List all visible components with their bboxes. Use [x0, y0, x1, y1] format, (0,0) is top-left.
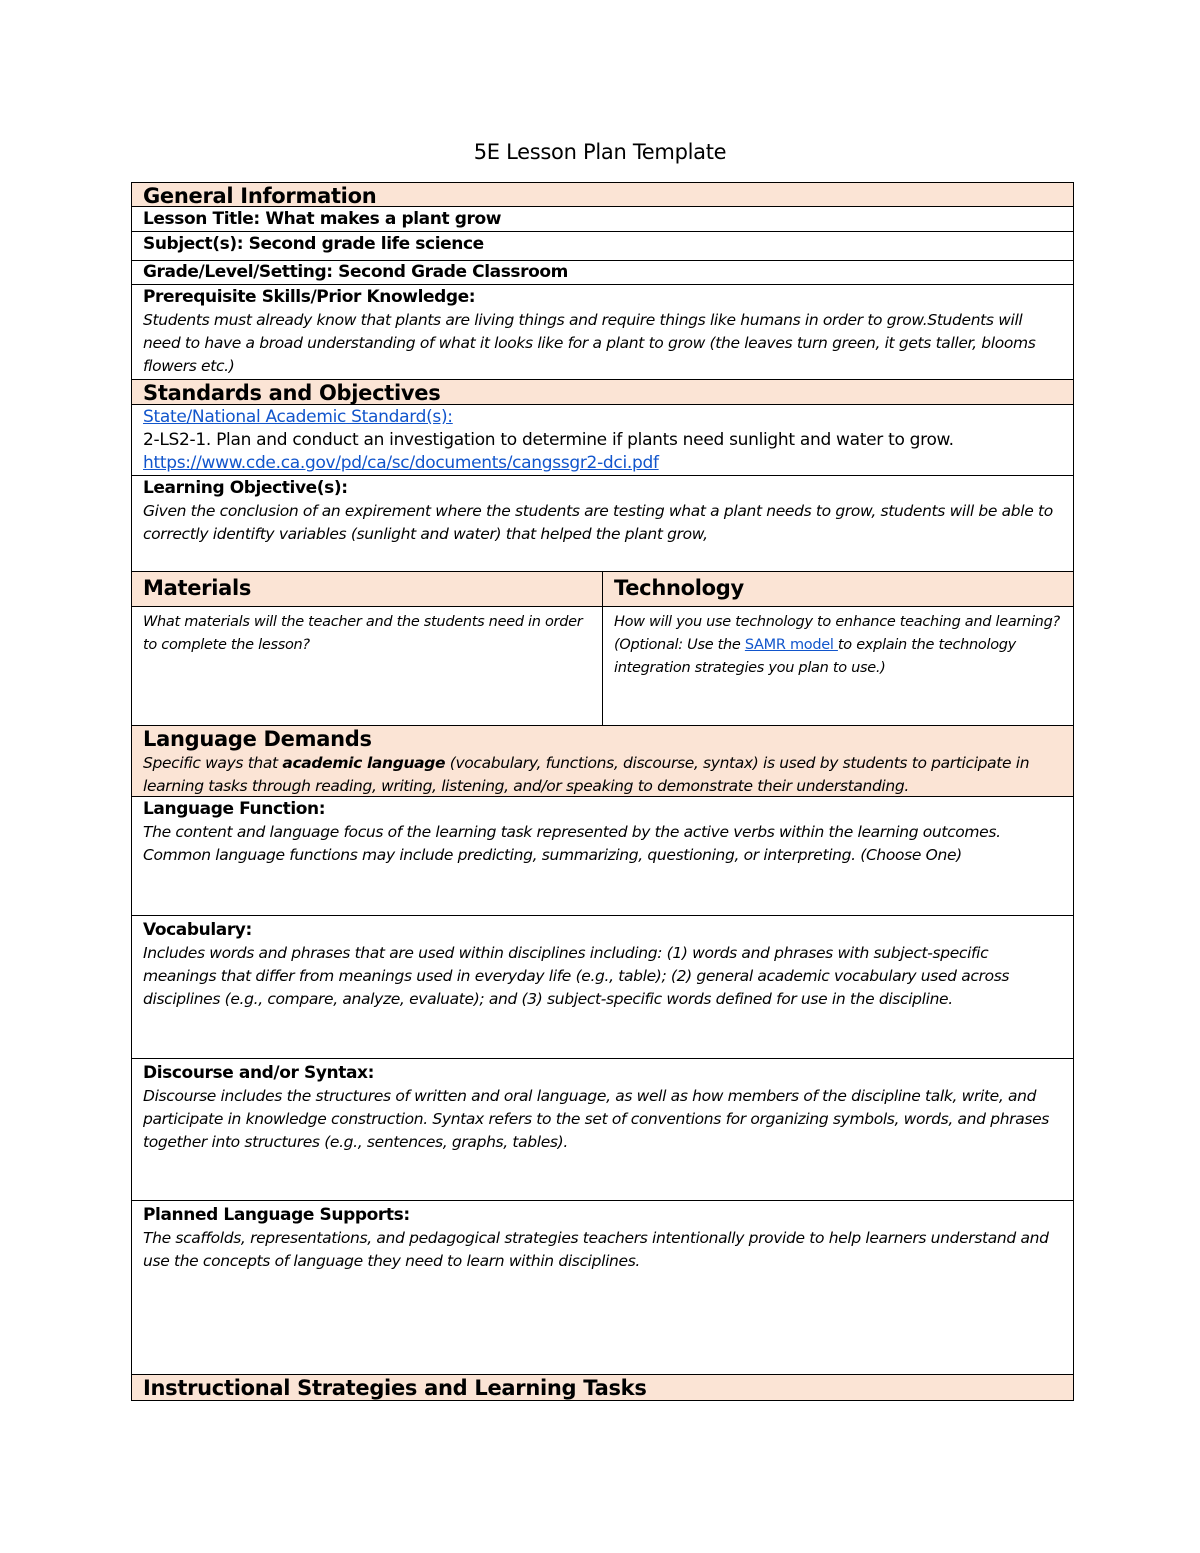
language-intro-after: (vocabulary, functions, discourse, syntax) is used by students to participate in learning tasks through reading, writing, listening, and/or speaking to demonstrate their understanding. [143, 754, 1030, 795]
grade-row [131, 261, 1074, 285]
technology-title: Technology [614, 576, 744, 600]
vocabulary-text: Includes words and phrases that are used within disciplines including: (1) words and phrases with subject-specific meanings that differ from meanings used in everyday life (e.g., table); (2) general academic vocabulary used across disciplines (e.g., compare, analyze, evaluate); and (3) subject-specific words defined for use in the discipline. [143, 944, 1010, 1008]
technology-text [614, 611, 1062, 680]
standard-url-link[interactable]: https://www.cde.ca.gov/pd/ca/sc/documents/cangssgr2-dci.pdf [143, 453, 659, 473]
technology-text-after: to explain the technology integration strategies you plan to use.) [614, 637, 1016, 676]
language-function-label: Language Function: [143, 799, 326, 819]
standard-link[interactable]: State/National Academic Standard(s): [143, 407, 453, 427]
general-info-title: General Information [143, 184, 377, 208]
language-intro-before: Specific ways that [143, 754, 283, 772]
standard-text: 2-LS2-1. Plan and conduct an investigation to determine if plants need sunlight and water to grow. [143, 430, 954, 450]
objective-text: Given the conclusion of an expirement where the students are testing what a plant needs to grow, students will be able to correctly identifty variables (sunlight and water) that helped the plant grow, [143, 502, 1053, 543]
instructional-header [131, 1375, 1074, 1401]
lesson-title-row [131, 207, 1074, 232]
subjects-row [131, 232, 1074, 261]
standards-title: Standards and Objectives [143, 381, 441, 405]
materials-text: What materials will the teacher and the students need in order to complete the lesson? [143, 614, 583, 653]
document-title: 5E Lesson Plan Template [473, 140, 727, 164]
grade-level-setting: Grade/Level/Setting: Second Grade Classroom [143, 262, 568, 282]
materials-title: Materials [143, 576, 252, 600]
standards-row [131, 405, 1074, 476]
language-title: Language Demands [143, 727, 372, 751]
language-header [131, 726, 1074, 797]
supports-text: The scaffolds, representations, and pedagogical strategies teachers intentionally provide to help learners understand and use the concepts of language they need to learn within disciplines. [143, 1229, 1049, 1270]
standards-header [131, 380, 1074, 405]
subjects: Subject(s): Second grade life science [143, 234, 484, 254]
supports-label: Planned Language Supports: [143, 1205, 410, 1225]
general-info-header [131, 182, 1074, 207]
language-function-text: The content and language focus of the learning task represented by the active verbs within the learning outcomes. Common language functions may include predicting, summarizing, questioning, or interpreting. (Choose One) [143, 823, 1001, 864]
discourse-row [131, 1059, 1074, 1201]
language-intro [143, 752, 1062, 798]
prereq-label: Prerequisite Skills/Prior Knowledge: [143, 287, 476, 307]
prereq-row [131, 285, 1074, 380]
vocabulary-row [131, 916, 1074, 1059]
vocabulary-label: Vocabulary: [143, 920, 252, 940]
instructional-title: Instructional Strategies and Learning Tasks [143, 1376, 647, 1400]
discourse-label: Discourse and/or Syntax: [143, 1063, 374, 1083]
objective-label: Learning Objective(s): [143, 478, 348, 498]
lesson-plan-table [131, 182, 1074, 1401]
materials-technology-row [131, 607, 1074, 726]
prereq-text: Students must already know that plants are living things and require things like humans in order to grow.Students will need to have a broad understanding of what it looks like for a plant to grow (the leaves turn green, it gets taller, blooms flowers etc.) [143, 311, 1036, 375]
language-function-row [131, 797, 1074, 916]
supports-row [131, 1201, 1074, 1375]
materials-technology-header [131, 572, 1074, 607]
samr-model-link[interactable]: SAMR model [744, 637, 838, 653]
lesson-title: Lesson Title: What makes a plant grow [143, 209, 502, 229]
academic-language-bold: academic language [282, 754, 446, 772]
discourse-text: Discourse includes the structures of written and oral language, as well as how members of the discipline talk, write, and participate in knowledge construction. Syntax refers to the set of conventions for organizing symbols, words, and phrases together into structures (e.g., sentences, graphs, tables). [143, 1087, 1049, 1151]
technology-text-before: How will you use technology to enhance teaching and learning? (Optional: Use the [614, 614, 1060, 653]
objective-row [131, 476, 1074, 572]
